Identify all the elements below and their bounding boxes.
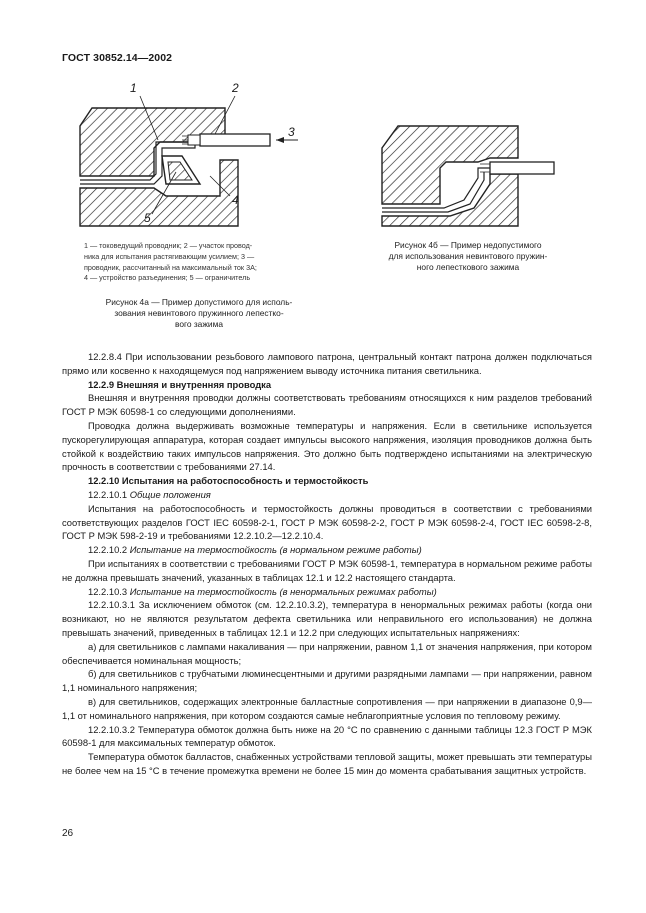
subsection-name: Испытание на термостойкость (в ненормальных режимах работы) (129, 585, 437, 597)
figure-4a-label-5: 5 (144, 211, 151, 225)
subsection-number: 12.2.10.3 (88, 585, 128, 597)
caption-line: для использования невинтового пружин- (388, 251, 548, 261)
section-heading: 12.2.9 Внешняя и внутренняя проводка (88, 378, 272, 390)
subsection-title (62, 488, 592, 502)
figure-4a-label-2: 2 (232, 81, 239, 95)
subsection-name: Испытание на термостойкость (в нормальном режиме работы) (129, 544, 422, 556)
figure-4b-caption (358, 240, 578, 273)
caption-line: Рисунок 4б — Пример недопустимого (394, 240, 542, 250)
caption-line: зования невинтового пружинного лепестко- (114, 308, 284, 318)
figure-4a-caption (78, 297, 320, 330)
paragraph: Внешняя и внутренняя проводки должны соответствовать требованиям относящихся к ним разделов требований ГОСТ Р МЭК 60598-1 со следующими дополнениями. (62, 392, 592, 418)
caption-line: ного лепесткового зажима (416, 262, 520, 272)
subsection-title (62, 543, 592, 557)
legend-line: ника для испытания растягивающим усилием; 3 — (84, 251, 255, 261)
figure-4a-drawing (70, 76, 310, 236)
document-body (62, 350, 592, 778)
legend-line: 4 — устройство разъединения; 5 — ограничитель (84, 273, 251, 283)
paragraph: Проводка должна выдерживать возможные температуры и напряжения. Если в светильнике используется пускорегулирующая аппаратура, которая создает импульсы высокого напряжения, изоляция проводников должна быть стойкой к воздействию таких импульсов напряжения. Это должно быть подтверждено испытаниями на электрическую прочность в соответствии с требованиями 27.14. (62, 419, 592, 473)
paragraph: При испытаниях в соответствии с требованиями ГОСТ Р МЭК 60598-1, температура в нормальном режиме работы не должна превышать значений, указанных в таблицах 12.1 и 12.2 настоящего стандарта. (62, 557, 592, 583)
paragraph: 12.2.10.3.2 Температура обмоток должна быть ниже на 20 °С по сравнению с данными таблицы 12.3 ГОСТ Р МЭК 60598-1 для максимальных температур обмоток. (62, 723, 592, 749)
legend-line: 1 — токоведущий проводник; 2 — участок провод- (84, 241, 253, 250)
subsection-number: 12.2.10.2 (88, 544, 128, 556)
legend-line: проводник, рассчитанный на максимальный ток 3А; (84, 262, 257, 272)
document-header: ГОСТ 30852.14—2002 (62, 52, 173, 64)
paragraph: Испытания на работоспособность и термостойкость должны проводиться в соответствии с требованиями соответствующих разделов ГОСТ IEC 60598-2-1, ГОСТ Р МЭК 60598-2-2, ГОСТ Р МЭК 60598-2-4, ГОСТ IEC 60598-2-8, ГОСТ Р МЭК 598-2-19 и требованиями 12.2.10.2—12.2.10.4. (62, 502, 592, 542)
caption-line: вого зажима (174, 319, 224, 329)
figure-4a-label-1: 1 (130, 81, 137, 95)
figure-4a-label-4: 4 (232, 193, 239, 207)
figure-4a-label-3: 3 (288, 125, 295, 139)
subsection-name: Общие положения (129, 488, 211, 500)
figure-4a-legend (84, 241, 314, 284)
section-heading: 12.2.10 Испытания на работоспособность и термостойкость (88, 475, 369, 487)
paragraph: 12.2.8.4 При использовании резьбового лампового патрона, центральный контакт патрона должен подключаться прямо или косвенно к находящемуся под напряжением выводу источника питания светильника. (62, 351, 592, 376)
subsection-number: 12.2.10.1 (88, 488, 128, 500)
list-item: в) для светильников, содержащих электронные балластные сопротивления — при напряжении в диапазоне 0,9—1,1 от номинального напряжения, при котором создаются самые неблагоприятные условия по тепловому режиму. (62, 695, 592, 721)
subsection-title (62, 585, 592, 599)
caption-line: Рисунок 4а — Пример допустимого для исполь- (105, 297, 293, 307)
list-item: а) для светильников с лампами накаливания — при напряжении, равном 1,1 от значения напряжения, при котором обеспечивается номинальная мощность; (62, 640, 592, 666)
page-number: 26 (62, 828, 74, 839)
figure-4b-drawing (378, 118, 558, 228)
paragraph: Температура обмоток балластов, снабженных устройствами тепловой защиты, может превышать эти температуры не более чем на 15 °С в течение промежутка времени не более 15 мин до момента срабатывания защитных устройств. (62, 751, 592, 776)
paragraph: 12.2.10.3.1 За исключением обмоток (см. 12.2.10.3.2), температура в ненормальных режимах работы (когда они возникают, но не являются результатом дефекта светильника или неправильного его использования) не должна превышать значений, приведенных в таблицах 12.1 и 12.2 при следующих испытательных напряжениях: (62, 599, 592, 638)
list-item: б) для светильников с трубчатыми люминесцентными и другими разрядными лампами — при напряжении, равном 1,1 номинального напряжения; (62, 668, 592, 694)
